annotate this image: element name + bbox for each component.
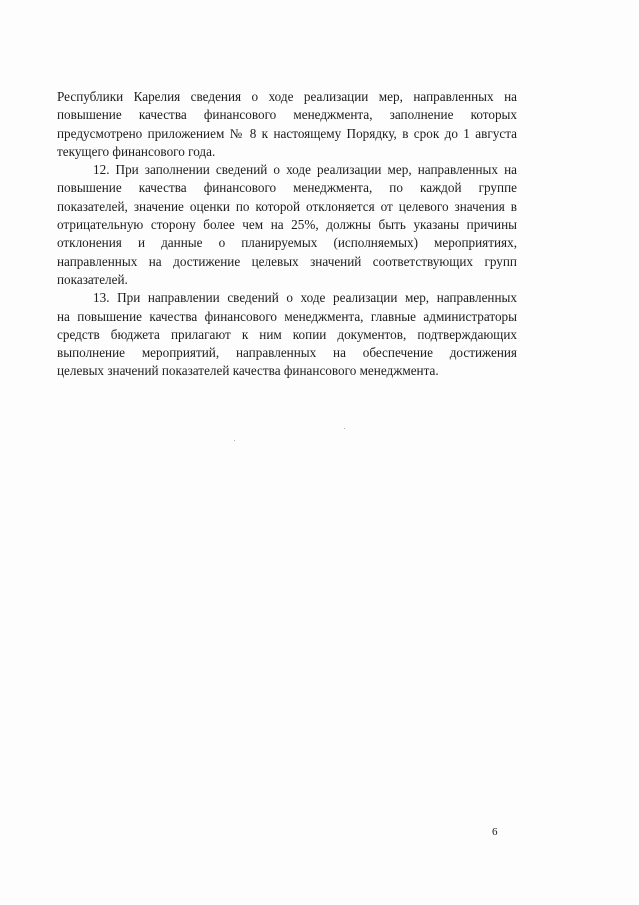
text-line: отрицательную сторону более чем на 25%, должны быть указаны причины <box>57 217 517 233</box>
text-line: 13. При направлении сведений о ходе реализации мер, направленных <box>93 290 517 306</box>
text-line: выполнение мероприятий, направленных на обеспечение достижения <box>57 345 517 361</box>
text-line: Республики Карелия сведения о ходе реализации мер, направленных на <box>57 89 517 104</box>
paragraph-13 <box>57 289 517 380</box>
paragraph-continuation <box>57 88 517 161</box>
text-line: показателей. <box>57 271 128 287</box>
text-line: отклонения и данные о планируемых (исполняемых) мероприятиях, <box>57 235 517 251</box>
text-line: текущего финансового года. <box>57 143 216 159</box>
scan-speck <box>234 440 235 441</box>
document-body <box>57 88 517 381</box>
text-line: на повышение качества финансового менеджмента, главные администраторы <box>57 308 517 324</box>
text-line: повышение качества финансового менеджмента, заполнение которых <box>57 107 517 123</box>
page-number: 6 <box>492 826 498 838</box>
text-line: целевых значений показателей качества финансового менеджмента. <box>57 363 439 379</box>
text-line: средств бюджета прилагают к ним копии документов, подтверждающих <box>57 326 517 342</box>
paragraph-12 <box>57 161 517 289</box>
text-line: направленных на достижение целевых значений соответствующих групп <box>57 253 517 269</box>
text-line: показателей, значение оценки по которой отклоняется от целевого значения в <box>57 198 517 214</box>
text-line: 12. При заполнении сведений о ходе реализации мер, направленных на <box>93 162 517 178</box>
text-line: повышение качества финансового менеджмента, по каждой группе <box>57 180 517 196</box>
text-line: предусмотрено приложением № 8 к настоящему Порядку, в срок до 1 августа <box>57 125 517 141</box>
scan-speck <box>344 428 345 429</box>
